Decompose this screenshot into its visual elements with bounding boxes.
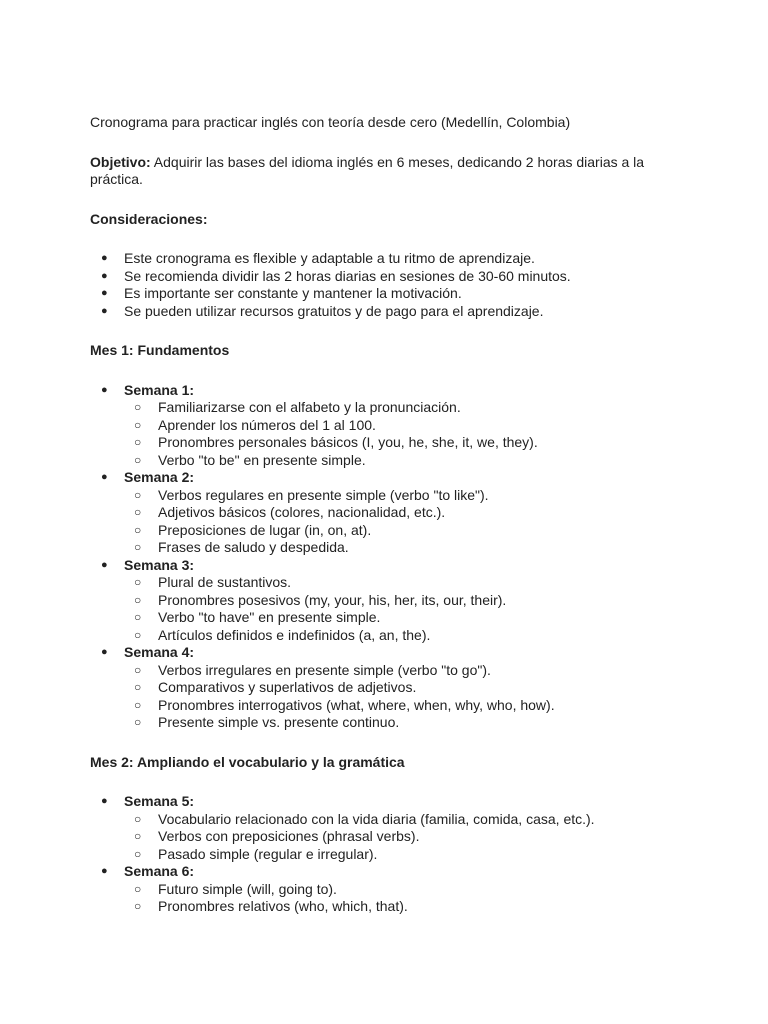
topic-item: ○ Artículos definidos e indefinidos (a, an, the). [124,627,650,645]
topic-item: ○ Aprender los números del 1 al 100. [124,417,650,435]
objective-label: Objetivo: [90,153,151,170]
week-label: Semana 3: [124,556,195,573]
week-item [90,469,650,557]
list-item: ● Se pueden utilizar recursos gratuitos y de pago para el aprendizaje. [90,303,650,321]
document-title: Cronograma para practicar inglés con teoría desde cero (Medellín, Colombia) [90,114,571,130]
topic-item: ○ Pronombres interrogativos (what, where, when, why, who, how). [124,697,650,715]
month-2-heading: Mes 2: Ampliando el vocabulario y la gramática [90,753,405,770]
topic-item: ○ Frases de saludo y despedida. [124,539,650,557]
topic-item: ○ Pronombres personales básicos (I, you, he, she, it, we, they). [124,434,650,452]
topic-item: ○ Familiarizarse con el alfabeto y la pronunciación. [124,399,650,417]
topic-item: ○ Plural de sustantivos. [124,574,650,592]
week-topics [124,881,650,916]
week-label: Semana 5: [124,793,195,809]
topic-item: ○ Futuro simple (will, going to). [124,881,650,899]
week-label: Semana 6: [124,863,195,879]
topic-item: ○ Pronombres posesivos (my, your, his, her, its, our, their). [124,592,650,610]
considerations-list [90,250,650,320]
objective-paragraph [90,154,650,189]
week-label: Semana 2: [124,469,195,485]
month-1-weeks [90,382,650,732]
week-label: Semana 4: [124,644,195,660]
week-topics [124,399,650,469]
week-item [90,382,650,470]
week-label: Semana 1: [124,381,195,398]
list-item: ● Se recomienda dividir las 2 horas diarias en sesiones de 30-60 minutos. [90,268,650,286]
list-item: ● Este cronograma es flexible y adaptable a tu ritmo de aprendizaje. [90,250,650,268]
week-topics [124,662,650,732]
week-topics [124,574,650,644]
week-item [90,557,650,645]
document-page [90,114,650,916]
week-topics [124,487,650,557]
topic-item: ○ Adjetivos básicos (colores, nacionalidad, etc.). [124,504,650,522]
topic-item: ○ Presente simple vs. presente continuo. [124,714,650,732]
week-item [90,644,650,732]
month-1-heading: Mes 1: Fundamentos [90,342,230,358]
week-item [90,863,650,916]
week-topics [124,811,650,864]
topic-item: ○ Pronombres relativos (who, which, that). [124,898,650,916]
list-item: ● Es importante ser constante y mantener la motivación. [90,285,650,303]
topic-item: ○ Preposiciones de lugar (in, on, at). [124,522,650,540]
considerations-heading: Consideraciones: [90,210,208,227]
topic-item: ○ Verbo "to have" en presente simple. [124,609,650,627]
topic-item: ○ Comparativos y superlativos de adjetivos. [124,679,650,697]
topic-item: ○ Verbos con preposiciones (phrasal verbs). [124,828,650,846]
month-2-weeks [90,793,650,916]
topic-item: ○ Verbo "to be" en presente simple. [124,452,650,470]
topic-item: ○ Verbos regulares en presente simple (verbo "to like"). [124,487,650,505]
topic-item: ○ Vocabulario relacionado con la vida diaria (familia, comida, casa, etc.). [124,811,650,829]
week-item [90,793,650,863]
topic-item: ○ Pasado simple (regular e irregular). [124,846,650,864]
objective-text: Adquirir las bases del idioma inglés en 6 meses, dedicando 2 horas diarias a la práctica. [90,153,645,187]
topic-item: ○ Verbos irregulares en presente simple (verbo "to go"). [124,662,650,680]
